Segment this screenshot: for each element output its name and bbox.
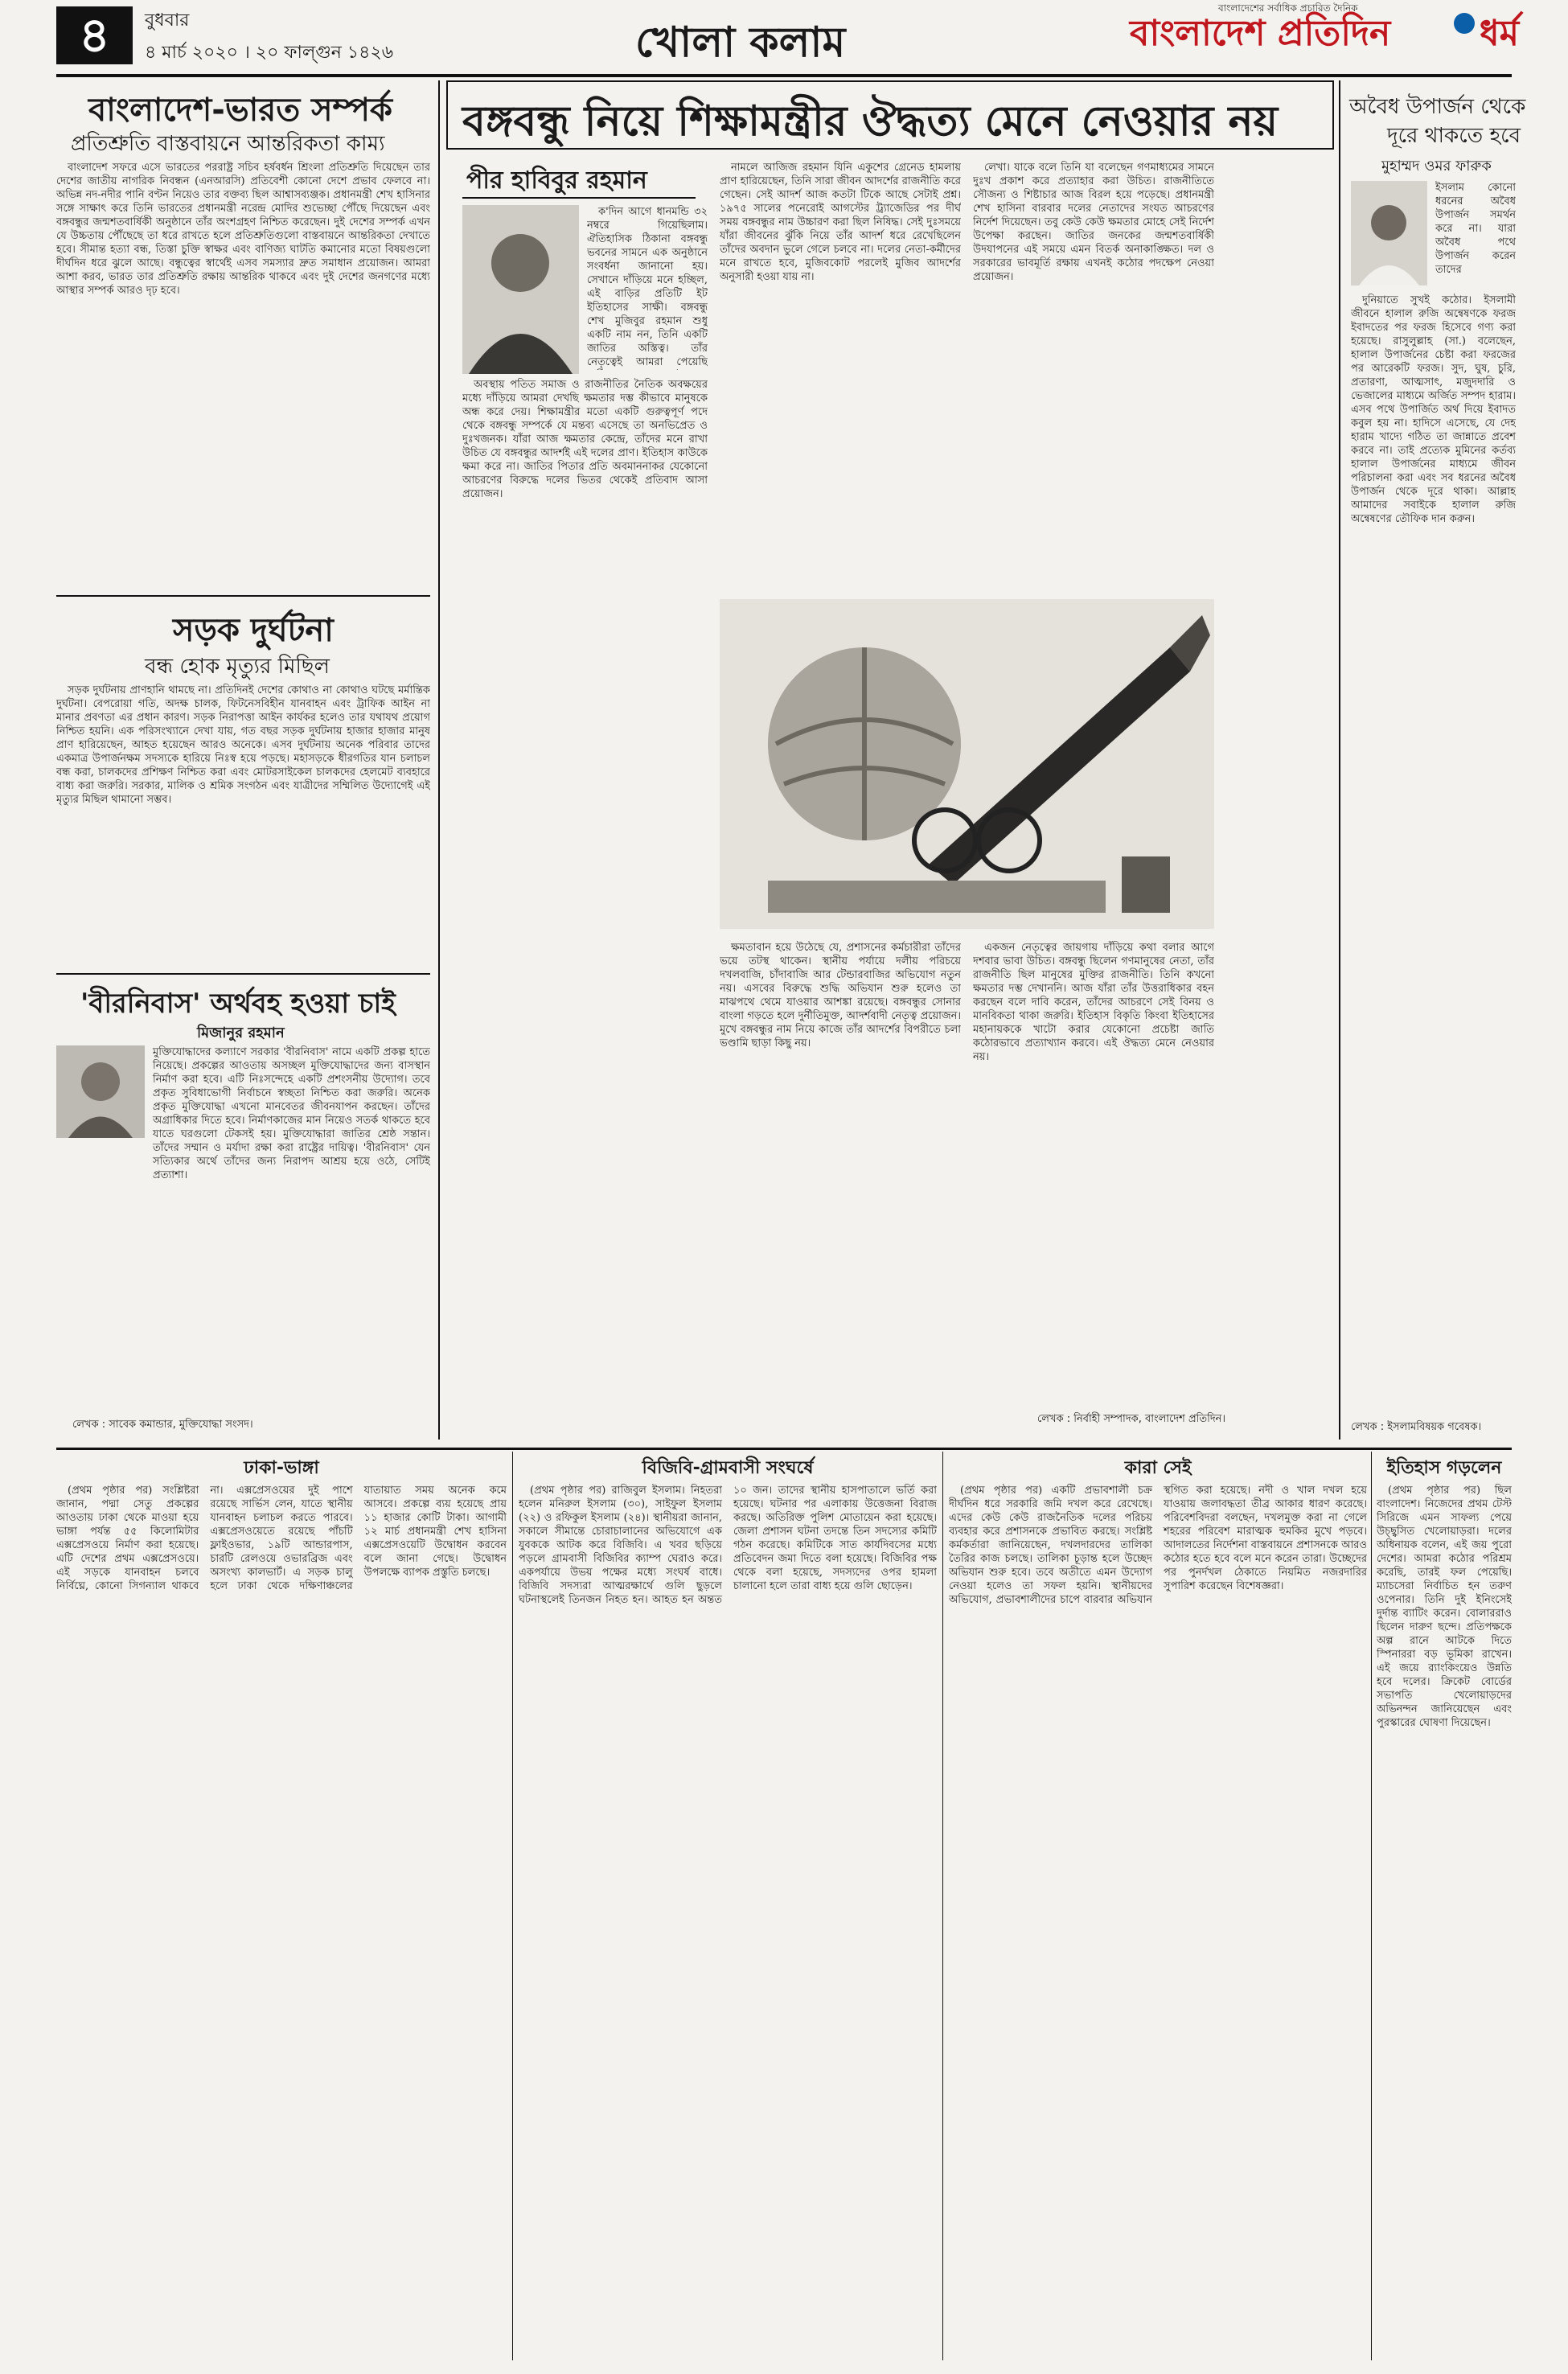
column-divider	[1371, 1452, 1372, 2360]
column-divider	[1339, 80, 1340, 1440]
editorial-title: সড়ক দুর্ঘটনা	[173, 612, 334, 649]
masthead	[0, 0, 1568, 76]
editorial-paragraph: বাংলাদেশ সফরে এসে ভারতের পররাষ্ট্র সচিব হর্ষবর্ধন শ্রিংলা প্রতিশ্রুতি দিয়েছেন তার দেশের জাতীয় নাগরিক নিবন্ধন (এনআরসি) প্রতিবেশী কোনো দেশে প্রভাব ফেলবে না। অভিন্ন নদ-নদীর পানি বণ্টন নিয়েও তার বক্তব্য ছিল আশ্বাসব্যঞ্জক। প্রধানমন্ত্রী শেখ হাসিনার সঙ্গে সাক্ষাৎ করে তিনি ভারতের প্রধানমন্ত্রী নরেন্দ্র মোদির শুভেচ্ছা পৌঁছে দিয়েছেন এবং বঙ্গবন্ধুর জন্মশতবার্ষিকী অনুষ্ঠানে তাঁর অংশগ্রহণ নিশ্চিত করেছেন। দুই দেশের সম্পর্ক এখন যে উচ্চতায় পৌঁছেছে তা ধরে রাখতে হলে প্রতিশ্রুতিগুলো বাস্তবায়নে আন্তরিকতা দেখাতে হবে। সীমান্ত হত্যা বন্ধ, তিস্তা চুক্তি স্বাক্ষর এবং বাণিজ্য ঘাটতি কমানোর মতো বিষয়গুলো দীর্ঘদিন ধরে ঝুলে আছে। বন্ধুত্বের স্বার্থেই এসব সমস্যার দ্রুত সমাধান প্রয়োজন। আমরা আশা করব, ভারত তার প্রতিশ্রুতি রক্ষায় আন্তরিক থাকবে এবং দুই দেশের জনগণের মধ্যে আস্থার সম্পর্ক আরও দৃঢ় হবে।	[56, 162, 430, 297]
religion-title: দূরে থাকতে হবে	[1387, 124, 1521, 148]
editorial-title: বাংলাদেশ-ভারত সম্পর্ক	[88, 92, 392, 129]
newspaper-logo	[1130, 2, 1391, 65]
main-column	[720, 161, 961, 587]
column-divider	[438, 80, 440, 1440]
main-column	[973, 161, 1214, 587]
editorial-subtitle: বন্ধ হোক মৃত্যুর মিছিল	[145, 655, 330, 679]
opinion-author-note: লেখক : সাবেক কমান্ডার, মুক্তিযোদ্ধা সংসদ।	[72, 1419, 253, 1431]
editorial-paragraph: সড়ক দুর্ঘটনায় প্রাণহানি থামছে না। প্রতিদিনই দেশের কোথাও না কোথাও ঘটছে মর্মান্তিক দুর্ঘটনা। বেপরোয়া গতি, অদক্ষ চালক, ফিটনেসবিহীন যানবাহন এবং ট্রাফিক আইন না মানার প্রবণতা এর প্রধান কারণ। সড়ক নিরাপত্তা আইন কার্যকর হলেও তার যথাযথ প্রয়োগ নিশ্চিত হয়নি। এক পরিসংখ্যানে দেখা যায়, গত বছর সড়ক দুর্ঘটনায় হাজার হাজার মানুষ প্রাণ হারিয়েছেন, আহত হয়েছেন আরও অনেকে। এসব দুর্ঘটনায় অনেক পরিবার তাদের একমাত্র উপার্জনক্ষম সদস্যকে হারিয়ে নিঃস্ব হয়ে পড়ছে। মহাসড়কে ধীরগতির যান চলাচল বন্ধ করা, চালকদের প্রশিক্ষণ নিশ্চিত করা এবং মোটরসাইকেল চালকদের হেলমেট ব্যবহারে বাধ্য করা জরুরি। সরকার, মালিক ও শ্রমিক সংগঠন এবং যাত্রীদের সম্মিলিত উদ্যোগেই এই মৃত্যুর মিছিল থামানো সম্ভব।	[56, 684, 430, 806]
logo-dot-icon	[1454, 13, 1475, 34]
divider	[56, 595, 430, 597]
weekday: বুধবার	[145, 10, 190, 31]
main-column	[587, 205, 708, 370]
column-divider	[512, 1452, 513, 2360]
main-paragraph: লেখা। যাকে বলে তিনি যা বলেছেন গণমাধ্যমের সামনে দুঃখ প্রকাশ করে প্রত্যাহার করা উচিত। রাজনীতিতে সৌজন্য ও শিষ্টাচার আজ বিরল হয়ে পড়েছে। প্রধানমন্ত্রী শেখ হাসিনা বারবার দলের নেতাদের সংযত আচরণের নির্দেশ দিয়েছেন। তবু কেউ কেউ ক্ষমতার মোহে সেই নির্দেশ উপেক্ষা করছেন। জাতির জনকের জন্মশতবার্ষিকী উদযাপনের এই সময়ে এমন বিতর্ক অনাকাঙ্ক্ষিত। দল ও সরকারের ভাবমূর্তি রক্ষায় এখনই কঠোর পদক্ষেপ নেওয়া প্রয়োজন।	[973, 162, 1214, 283]
editorial-body	[56, 161, 430, 587]
divider	[56, 973, 430, 975]
opinion-paragraph: মুক্তিযোদ্ধাদের কল্যাণে সরকার 'বীরনিবাস' নামে একটি প্রকল্প হাতে নিয়েছে। প্রকল্পের আওতায় অসচ্ছল মুক্তিযোদ্ধাদের জন্য বাসস্থান নির্মাণ করা হবে। এটি নিঃসন্দেহে একটি প্রশংসনীয় উদ্যোগ। তবে প্রকৃত সুবিধাভোগী নির্বাচনে স্বচ্ছতা নিশ্চিত করা জরুরি। অনেক প্রকৃত মুক্তিযোদ্ধা এখনো মানবেতর জীবনযাপন করছেন। তাঁদের অগ্রাধিকার দিতে হবে। নির্মাণকাজের মান নিয়েও সতর্ক থাকতে হবে যাতে ঘরগুলো টেকসই হয়। মুক্তিযোদ্ধারা জাতির শ্রেষ্ঠ সন্তান। তাঁদের সম্মান ও মর্যাদা রক্ষা করা রাষ্ট্রের দায়িত্ব। 'বীরনিবাস' যেন সত্যিকার অর্থে তাঁদের জন্য নিরাপদ আশ্রয় হয়ে ওঠে, সেটিই প্রত্যাশা।	[153, 1046, 430, 1181]
section-right-label: ধর্ম	[1480, 13, 1520, 54]
news-paragraph: (প্রথম পৃষ্ঠার পর) রাজিবুল ইসলাম। নিহতরা হলেন মনিরুল ইসলাম (৩০), সাইফুল ইসলাম (২২) ও রফিকুল ইসলাম (২৪)। স্থানীয়রা জানান, সকালে সীমান্তে চোরাচালানের অভিযোগে এক যুবককে আটক করে বিজিবি। এ খবর ছড়িয়ে পড়লে গ্রামবাসী বিজিবির ক্যাম্প ঘেরাও করে। একপর্যায়ে উভয় পক্ষের মধ্যে সংঘর্ষ বাধে। বিজিবি সদস্যরা আত্মরক্ষার্থে গুলি ছুড়লে ঘটনাস্থলেই তিনজন নিহত হন। আহত হন অন্তত ১০ জন। তাদের স্থানীয় হাসপাতালে ভর্তি করা হয়েছে। ঘটনার পর এলাকায় উত্তেজনা বিরাজ করছে। অতিরিক্ত পুলিশ মোতায়েন করা হয়েছে। জেলা প্রশাসন ঘটনা তদন্তে তিন সদস্যের কমিটি গঠন করেছে। কমিটিকে সাত কার্যদিবসের মধ্যে প্রতিবেদন জমা দিতে বলা হয়েছে। বিজিবির পক্ষ থেকে বলা হয়েছে, সদস্যদের ওপর হামলা চালানো হলে তারা বাধ্য হয়ে গুলি ছোড়েন।	[519, 1485, 937, 1606]
main-author-photo	[462, 205, 579, 374]
news-paragraph: (প্রথম পৃষ্ঠার পর) ছিল বাংলাদেশ। নিজেদের প্রথম টেস্ট সিরিজে এমন সাফল্য পেয়ে উচ্ছ্বসিত খেলোয়াড়রা। দলের অধিনায়ক বলেন, এই জয় পুরো দেশের। আমরা কঠোর পরিশ্রম করেছি, তারই ফল পেয়েছি। ম্যাচসেরা নির্বাচিত হন তরুণ ওপেনার। তিনি দুই ইনিংসেই দুর্দান্ত ব্যাটিং করেন। বোলাররাও ছিলেন দারুণ ছন্দে। প্রতিপক্ষকে অল্প রানে আটকে দিতে স্পিনাররা বড় ভূমিকা রাখেন। এই জয়ে র‌্যাংকিংয়েও উন্নতি হবে দলের। ক্রিকেট বোর্ডের সভাপতি খেলোয়াড়দের অভিনন্দন জানিয়েছেন এবং পুরস্কারের ঘোষণা দিয়েছেন।	[1377, 1485, 1512, 1729]
main-author-note: লেখক : নির্বাহী সম্পাদক, বাংলাদেশ প্রতিদিন।	[1037, 1413, 1226, 1425]
news-body	[949, 1484, 1367, 2360]
byline-rule	[462, 197, 696, 199]
religion-title: অবৈধ উপার্জন থেকে	[1349, 95, 1526, 119]
religion-body	[1351, 294, 1516, 1415]
news-paragraph: (প্রথম পৃষ্ঠার পর) একটি প্রভাবশালী চক্র দীর্ঘদিন ধরে সরকারি জমি দখল করে রেখেছে। এদের কেউ কেউ রাজনৈতিক দলের পরিচয় ব্যবহার করে প্রশাসনকে প্রভাবিত করছে। সংশ্লিষ্ট কর্মকর্তারা জানিয়েছেন, দখলদারদের তালিকা তৈরির কাজ চলছে। তালিকা চূড়ান্ত হলে উচ্ছেদ অভিযান শুরু হবে। তবে অতীতে এমন উদ্যোগ নেওয়া হলেও তা সফল হয়নি। স্থানীয়দের অভিযোগ, প্রভাবশালীদের চাপে বারবার অভিযান স্থগিত করা হয়েছে। নদী ও খাল দখল হয়ে যাওয়ায় জলাবদ্ধতা তীব্র আকার ধারণ করেছে। পরিবেশবিদরা বলছেন, দখলমুক্ত করা না গেলে শহরের পরিবেশ মারাত্মক হুমকির মুখে পড়বে। আদালতের নির্দেশনা বাস্তবায়নে প্রশাসনকে আরও কঠোর হতে হবে বলে মনে করেন তারা। উচ্ছেদের পর পুনর্দখল ঠেকাতে নিয়মিত নজরদারির সুপারিশ করেছেন বিশেষজ্ঞরা।	[949, 1485, 1367, 1606]
main-author: পীর হাবিবুর রহমান	[466, 166, 647, 195]
editorial-subtitle: প্রতিশ্রুতি বাস্তবায়নে আন্তরিকতা কাম্য	[71, 132, 385, 156]
news-body	[1377, 1484, 1512, 2360]
illustration-image	[720, 599, 1214, 929]
main-headline: বঙ্গবন্ধু নিয়ে শিক্ষামন্ত্রীর ঔদ্ধত্য মেনে নেওয়ার নয়	[462, 97, 1279, 146]
main-paragraph: ক্ষমতাবান হয়ে উঠেছে যে, প্রশাসনের কর্মচারীরা তাঁদের ভয়ে তটস্থ থাকেন। স্থানীয় পর্যায়ে দলীয় পরিচয়ে দখলবাজি, চাঁদাবাজি আর টেন্ডারবাজির অভিযোগ নতুন নয়। এসবের বিরুদ্ধে শুদ্ধি অভিযান শুরু হলেও তা মাঝপথে থেমে যাওয়ার আশঙ্কা রয়েছে। বঙ্গবন্ধুর সোনার বাংলা গড়তে হলে দুর্নীতিমুক্ত, আদর্শবাদী নেতৃত্ব প্রয়োজন। মুখে বঙ্গবন্ধুর নাম নিয়ে কাজে তাঁর আদর্শের বিপরীতে চলা ভণ্ডামি ছাড়া কিছু নয়।	[720, 942, 961, 1049]
news-title: বিজিবি-গ্রামবাসী সংঘর্ষে	[642, 1458, 814, 1478]
main-column	[720, 941, 961, 1423]
news-title: ঢাকা-ভাঙ্গা	[244, 1458, 319, 1478]
opinion-author: মিজানুর রহমান	[197, 1025, 285, 1041]
opinion-title: 'বীরনিবাস' অর্থবহ হওয়া চাই	[80, 988, 396, 1020]
main-paragraph: একজন নেতৃত্বের জায়গায় দাঁড়িয়ে কথা বলার আগে দশবার ভাবা উচিত। বঙ্গবন্ধু ছিলেন গণমানুষের নেতা, তাঁর রাজনীতি ছিল মানুষের মুক্তির রাজনীতি। তিনি কখনো ক্ষমতার দম্ভ দেখাননি। আজ যাঁরা তাঁর উত্তরাধিকার বহন করছেন বলে দাবি করেন, তাঁদের আচরণে সেই বিনয় ও মানবিকতা থাকা জরুরি। ইতিহাস বিকৃতি কিংবা ইতিহাসের মহানায়ককে খাটো করার যেকোনো প্রচেষ্টা জাতি কঠোরভাবে প্রত্যাখ্যান করবে। এই ঔদ্ধত্য মেনে নেওয়ার নয়।	[973, 942, 1214, 1063]
religion-author: মুহাম্মদ ওমর ফারুক	[1381, 158, 1492, 175]
main-column	[462, 378, 708, 1423]
main-paragraph: অবস্থায় পতিত সমাজ ও রাজনীতির নৈতিক অবক্ষয়ের মধ্যে দাঁড়িয়ে আমরা দেখছি ক্ষমতার দম্ভ কীভাবে মানুষকে অন্ধ করে দেয়। শিক্ষামন্ত্রীর মতো একটি গুরুত্বপূর্ণ পদে থেকে বঙ্গবন্ধু সম্পর্কে যে মন্তব্য এসেছে তা অনভিপ্রেত ও দুঃখজনক। যাঁরা আজ ক্ষমতার কেন্দ্রে, তাঁদের মনে রাখা উচিত যে বঙ্গবন্ধুর আদর্শই এই দলের প্রাণ। ইতিহাস কাউকে ক্ষমা করে না। জাতির পিতার প্রতি অবমাননাকর যেকোনো আচরণের বিরুদ্ধে দলের ভিতর থেকেই প্রতিবাদ আসা প্রয়োজন।	[462, 379, 708, 500]
masthead-rule	[56, 74, 1512, 77]
religion-paragraph: দুনিয়াতে সুখই কঠোর। ইসলামী জীবনে হালাল রুজি অন্বেষণকে ফরজ ইবাদতের পর ফরজ হিসেবে গণ্য করা হয়েছে। রাসুলুল্লাহ (সা.) বলেছেন, হালাল উপার্জনের চেষ্টা করা ফরজের পর আরেকটি ফরজ। সুদ, ঘুষ, চুরি, প্রতারণা, আত্মসাৎ, মজুদদারি ও ভেজালের মাধ্যমে অর্জিত সম্পদ হারাম। এসব পথে উপার্জিত অর্থ দিয়ে ইবাদত কবুল হয় না। হাদিসে এসেছে, যে দেহ হারাম খাদ্যে গঠিত তা জান্নাতে প্রবেশ করবে না। তাই প্রত্যেক মুমিনের কর্তব্য হালাল উপার্জনের মাধ্যমে জীবন পরিচালনা করা এবং সব ধরনের অবৈধ উপার্জন থেকে দূরে থাকা। আল্লাহ আমাদের সবাইকে হালাল রুজি অন্বেষণের তৌফিক দান করুন।	[1351, 294, 1516, 525]
religion-author-photo	[1351, 181, 1427, 285]
religion-paragraph: ইসলাম কোনো ধরনের অবৈধ উপার্জন সমর্থন করে না। যারা অবৈধ পথে উপার্জন করেন তাদের	[1435, 182, 1516, 276]
religion-intro	[1435, 181, 1516, 290]
paper-name: বাংলাদেশ প্রতিদিন	[1130, 13, 1391, 54]
opinion-body	[56, 1045, 430, 1407]
main-column	[973, 941, 1214, 1399]
news-body	[56, 1484, 507, 2360]
news-body	[519, 1484, 937, 2360]
section-title: খোলা কলাম	[635, 18, 846, 67]
column-divider	[942, 1452, 943, 2360]
page-number: ৪	[56, 6, 133, 64]
news-title: ইতিহাস গড়লেন	[1386, 1458, 1502, 1478]
bottom-band-rule	[56, 1448, 1512, 1450]
news-paragraph: (প্রথম পৃষ্ঠার পর) সংশ্লিষ্টরা জানান, পদ্মা সেতু প্রকল্পের আওতায় ঢাকা থেকে মাওয়া হয়ে ভাঙ্গা পর্যন্ত ৫৫ কিলোমিটার এক্সপ্রেসওয়ে নির্মাণ করা হয়েছে। এটি দেশের প্রথম এক্সপ্রেসওয়ে। এই সড়কে যানবাহন চলবে নির্বিঘ্নে, কোনো সিগন্যাল থাকবে না। এক্সপ্রেসওয়ের দুই পাশে রয়েছে সার্ভিস লেন, যাতে স্থানীয় যানবাহন চলাচল করতে পারবে। এক্সপ্রেসওয়েতে রয়েছে পাঁচটি ফ্লাইওভার, ১৯টি আন্ডারপাস, চারটি রেলওয়ে ওভারব্রিজ এবং অসংখ্য কালভার্ট। এ সড়ক চালু হলে ঢাকা থেকে দক্ষিণাঞ্চলের যাতায়াত সময় অনেক কমে আসবে। প্রকল্পে ব্যয় হয়েছে প্রায় ১১ হাজার কোটি টাকা। আগামী ১২ মার্চ প্রধানমন্ত্রী শেখ হাসিনা এক্সপ্রেসওয়েটি উদ্বোধন করবেন বলে জানা গেছে। উদ্বোধন উপলক্ষে ব্যাপক প্রস্তুতি চলছে।	[56, 1485, 507, 1592]
news-title: কারা সেই	[1124, 1458, 1192, 1478]
main-paragraph: ক'দিন আগে ধানমন্ডি ৩২ নম্বরে গিয়েছিলাম। ঐতিহাসিক ঠিকানা বঙ্গবন্ধু ভবনের সামনে এক অনুষ্ঠানে সংবর্ধনা জানানো হয়। সেখানে দাঁড়িয়ে মনে হচ্ছিল, এই বাড়ির প্রতিটি ইট ইতিহাসের সাক্ষী। বঙ্গবন্ধু শেখ মুজিবুর রহমান শুধু একটি নাম নন, তিনি একটি জাতির অস্তিত্ব। তাঁর নেতৃত্বেই আমরা পেয়েছি	[587, 206, 708, 368]
religion-author-note: লেখক : ইসলামবিষয়ক গবেষক।	[1351, 1421, 1482, 1433]
main-paragraph: নামলে আজিজ রহমান যিনি একুশের গ্রেনেড হামলায় প্রাণ হারিয়েছেন, তিনি সারা জীবন আদর্শের রাজনীতি করে গেছেন। সেই আদর্শ আজ কতটা টিকে আছে সেটাই প্রশ্ন। ১৯৭৫ সালের পনেরোই আগস্টের ট্র্যাজেডির পর দীর্ঘ সময় বঙ্গবন্ধুর নাম উচ্চারণ করা ছিল নিষিদ্ধ। সেই দুঃসময়ে যাঁরা জীবনের ঝুঁকি নিয়ে তাঁর আদর্শ ধরে রেখেছিলেন তাঁদের অবদান ভুলে গেলে চলবে না। দলের নেতা-কর্মীদের মনে রাখতে হবে, মুজিবকোট পরলেই মুজিব আদর্শের অনুসারী হওয়া যায় না।	[720, 162, 961, 283]
editorial-body	[56, 684, 430, 965]
paper-tagline: বাংলাদেশের সর্বাধিক প্রচারিত দৈনিক	[1218, 2, 1358, 14]
issue-date: ৪ মার্চ ২০২০ । ২০ ফাল্গুন ১৪২৬	[145, 43, 394, 63]
